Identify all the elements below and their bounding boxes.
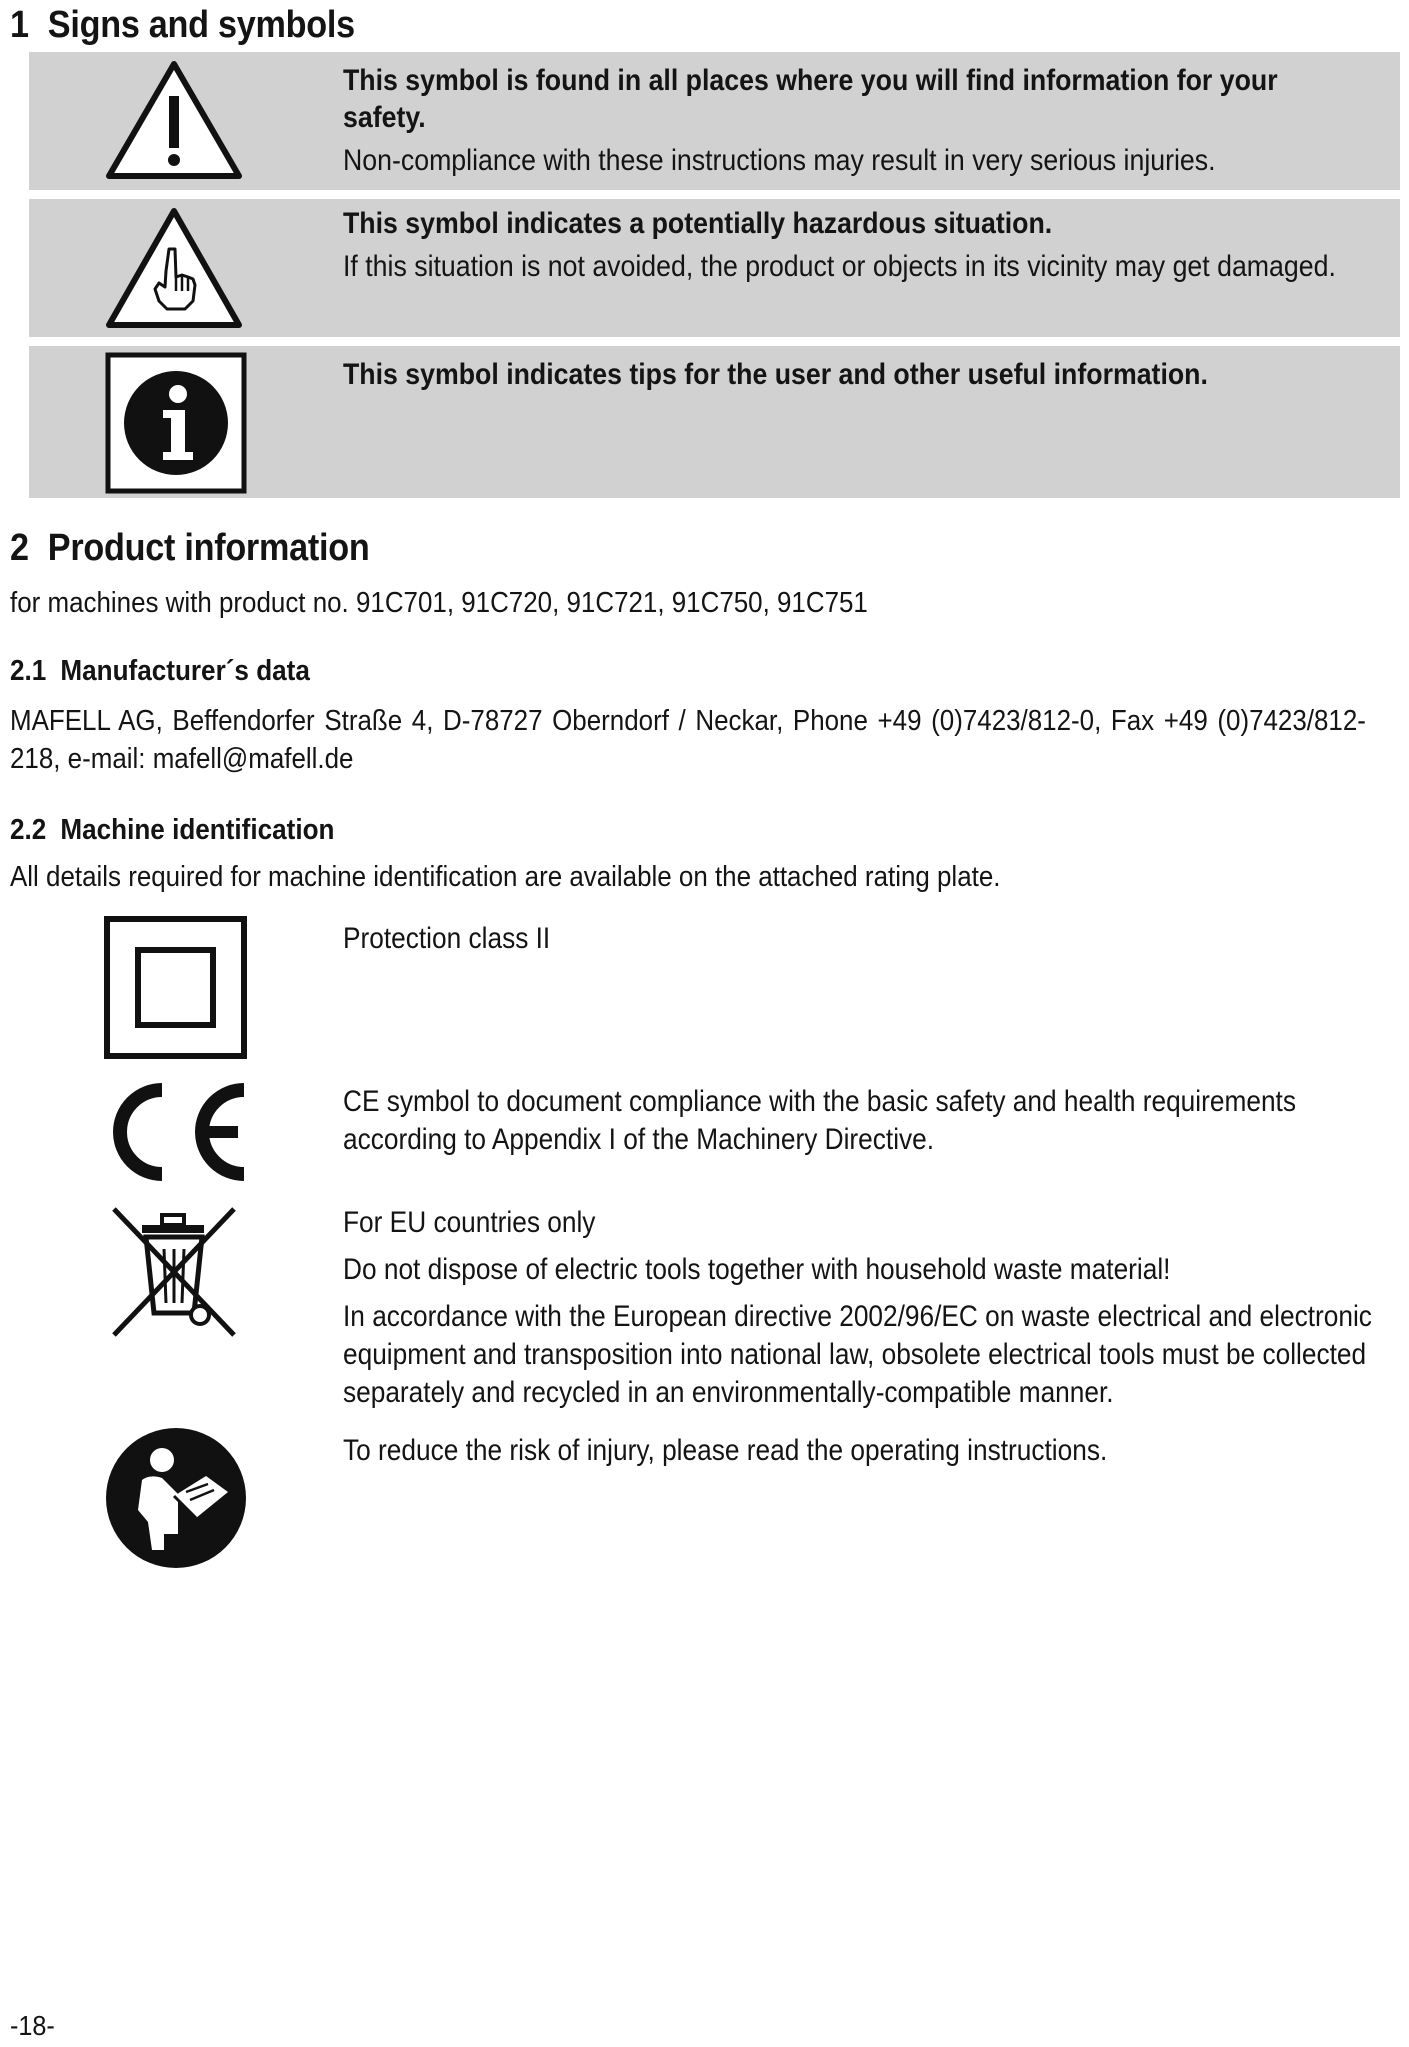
section-1-number: 1 [10, 4, 29, 46]
info-icon [105, 352, 247, 494]
protection-class-line: Protection class II [343, 922, 551, 955]
read-manual-text [343, 1432, 1384, 1470]
weee-line-1: For EU countries only [343, 1206, 596, 1239]
section-1-title: Signs and symbols [47, 4, 355, 46]
section-2-heading [10, 527, 369, 570]
warning-exclamation-icon [103, 58, 245, 184]
safety-info-box [29, 52, 1400, 190]
ce-mark-text [343, 1083, 1384, 1159]
hazard-box-heading: This symbol indicates a potentially hazardous situation. [343, 207, 1053, 240]
tips-box-heading: This symbol indicates tips for the user and other useful information. [343, 358, 1208, 391]
hazard-info-box [29, 199, 1400, 337]
machine-identification-text: All details required for machine identification are available on the attached rating plate. [10, 861, 1001, 893]
weee-line-2: Do not dispose of electric tools together with household waste material! [343, 1253, 1171, 1286]
section-2-number: 2 [10, 527, 29, 569]
subsection-2-2-title: Machine identification [60, 814, 335, 846]
page-number: -18- [10, 2010, 55, 2041]
subsection-2-1-title: Manufacturer´s data [60, 655, 310, 687]
ce-mark-line: CE symbol to document compliance with the basic safety and health requirements according to Appendix I of the Machinery Directive. [343, 1085, 1296, 1156]
weee-line-3: In accordance with the European directive 2002/96/EC on waste electrical and electronic equipment and transposition into national law, obsolete electrical tools must be collected separately and recycled in an environmentally-compatible manner. [343, 1300, 1372, 1409]
crossed-bin-icon [108, 1203, 242, 1341]
product-numbers-text: for machines with product no. 91C701, 91C720, 91C721, 91C750, 91C751 [10, 587, 868, 619]
subsection-2-2-number: 2.2 [10, 814, 47, 846]
section-1-heading [10, 4, 355, 47]
hazard-box-text: If this situation is not avoided, the product or objects in its vicinity may get damaged. [343, 250, 1336, 283]
read-manual-line: To reduce the risk of injury, please read the operating instructions. [343, 1434, 1108, 1467]
ce-mark-icon [104, 1080, 248, 1184]
protection-class-text [343, 920, 1384, 958]
safety-box-text: Non-compliance with these instructions may result in very serious injuries. [343, 144, 1216, 177]
subsection-2-1-heading [10, 655, 310, 688]
subsection-2-1-number: 2.1 [10, 655, 47, 687]
tips-info-box [29, 346, 1400, 498]
protection-class-ii-icon [104, 916, 247, 1059]
subsection-2-2-heading [10, 814, 334, 847]
weee-text [343, 1204, 1384, 1412]
section-2-title: Product information [47, 527, 370, 569]
manufacturer-address: MAFELL AG, Beffendorfer Straße 4, D-78727 Oberndorf / Neckar, Phone +49 (0)7423/812-0, Fax +49 (0)7423/812-218, e-mail: mafell@mafell.de [10, 705, 1366, 775]
caution-hand-icon [103, 205, 245, 333]
safety-box-heading: This symbol is found in all places where you will find information for your safety. [343, 64, 1278, 134]
read-manual-icon [104, 1426, 248, 1570]
